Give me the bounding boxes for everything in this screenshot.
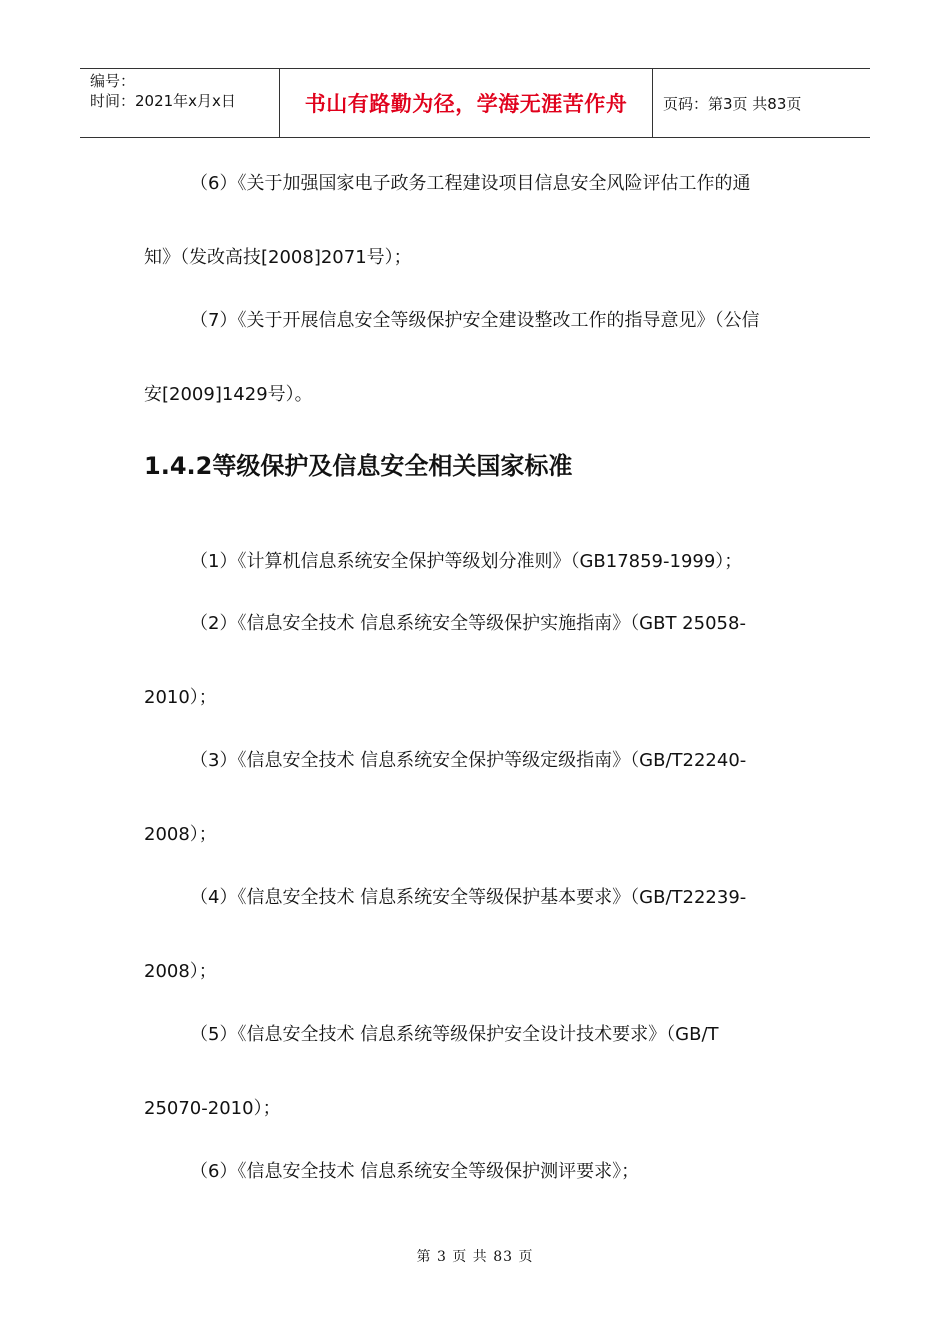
page-header: [80, 68, 870, 138]
standard-5-line-1: （5）《信息安全技术 信息系统等级保护安全设计技术要求》（GB/T: [190, 1024, 719, 1045]
standard-6: （6）《信息安全技术 信息系统安全等级保护测评要求》；: [190, 1161, 640, 1182]
standard-4-line-2: 2008）；: [144, 961, 217, 982]
paragraph-6-line-1: （6）《关于加强国家电子政务工程建设项目信息安全风险评估工作的通: [190, 173, 751, 194]
page-footer: 第 3 页 共 83 页: [416, 1249, 534, 1265]
standard-2-line-1: （2）《信息安全技术 信息系统安全等级保护实施指南》（GBT 25058-: [190, 613, 746, 634]
paragraph-7-line-2: 安[2009]1429号）。: [144, 384, 313, 405]
header-meta: [80, 69, 280, 137]
paragraph-7-line-1: （7）《关于开展信息安全等级保护安全建设整改工作的指导意见》（公信: [190, 310, 760, 331]
standard-3-line-1: （3）《信息安全技术 信息系统安全保护等级定级指南》（GB/T22240-: [190, 750, 747, 771]
standard-3-line-2: 2008）；: [144, 824, 217, 845]
paragraph-6-line-2: 知》（发改高技[2008]2071号）；: [144, 247, 412, 268]
section-heading: 1.4.2等级保护及信息安全相关国家标准: [144, 452, 573, 480]
standard-4-line-1: （4）《信息安全技术 信息系统安全等级保护基本要求》（GB/T22239-: [190, 887, 747, 908]
standard-2-line-2: 2010）；: [144, 687, 217, 708]
document-number-label: 编号：: [90, 72, 136, 90]
document-time-label: 时间：2021年x月x日: [90, 92, 236, 110]
standard-1: （1）《计算机信息系统安全保护等级划分准则》（GB17859-1999）；: [190, 551, 743, 572]
header-motto: 书山有路勤为径，学海无涯苦作舟: [280, 69, 653, 137]
standard-5-line-2: 25070-2010）；: [144, 1098, 281, 1119]
header-page-info: 页码：第3页 共83页: [663, 94, 802, 113]
